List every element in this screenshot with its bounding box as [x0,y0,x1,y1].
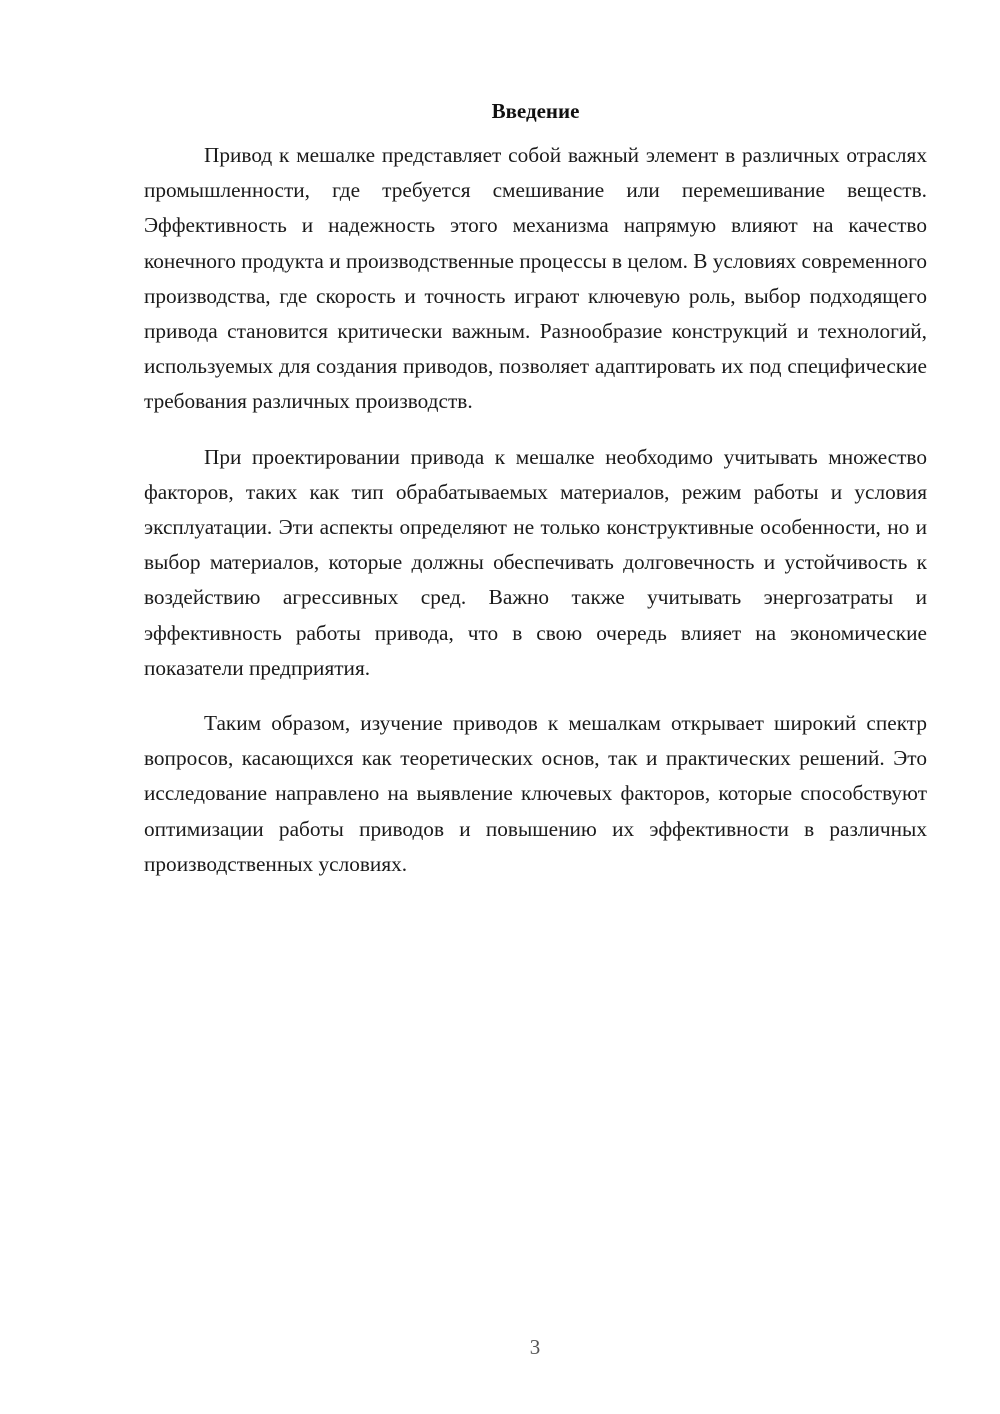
paragraph-2: При проектировании привода к мешалке необходимо учитывать множество факторов, таких как тип обрабатываемых материалов, режим работы и условия эксплуатации. Эти аспекты определяют не только конструктивные особенности, но и выбор материалов, которые должны обеспечивать долговечность и устойчивость к воздействию агрессивных сред. Важно также учитывать энергозатраты и эффективность работы привода, что в свою очередь влияет на экономические показатели предприятия. [144,444,927,680]
paragraph-1: Привод к мешалке представляет собой важный элемент в различных отраслях промышленности, где требуется смешивание или перемешивание веществ. Эффективность и надежность этого механизма напрямую влияют на качество конечного продукта и производственные процессы в целом. В условиях современного производства, где скорость и точность играют ключевую роль, выбор подходящего привода становится критически важным. Разнообразие конструкций и технологий, используемых для создания приводов, позволяет адаптировать их под специфические требования различных производств. [144,143,927,414]
page-number: 3 [529,1335,541,1359]
section-title: Введение [491,99,580,123]
page-content [144,96,927,882]
paragraph-3: Таким образом, изучение приводов к мешалкам открывает широкий спектр вопросов, касающихся как теоретических основ, так и практических решений. Это исследование направлено на выявление ключевых факторов, которые способствуют оптимизации работы приводов и повышению их эффективности в различных производственных условиях. [144,711,927,876]
